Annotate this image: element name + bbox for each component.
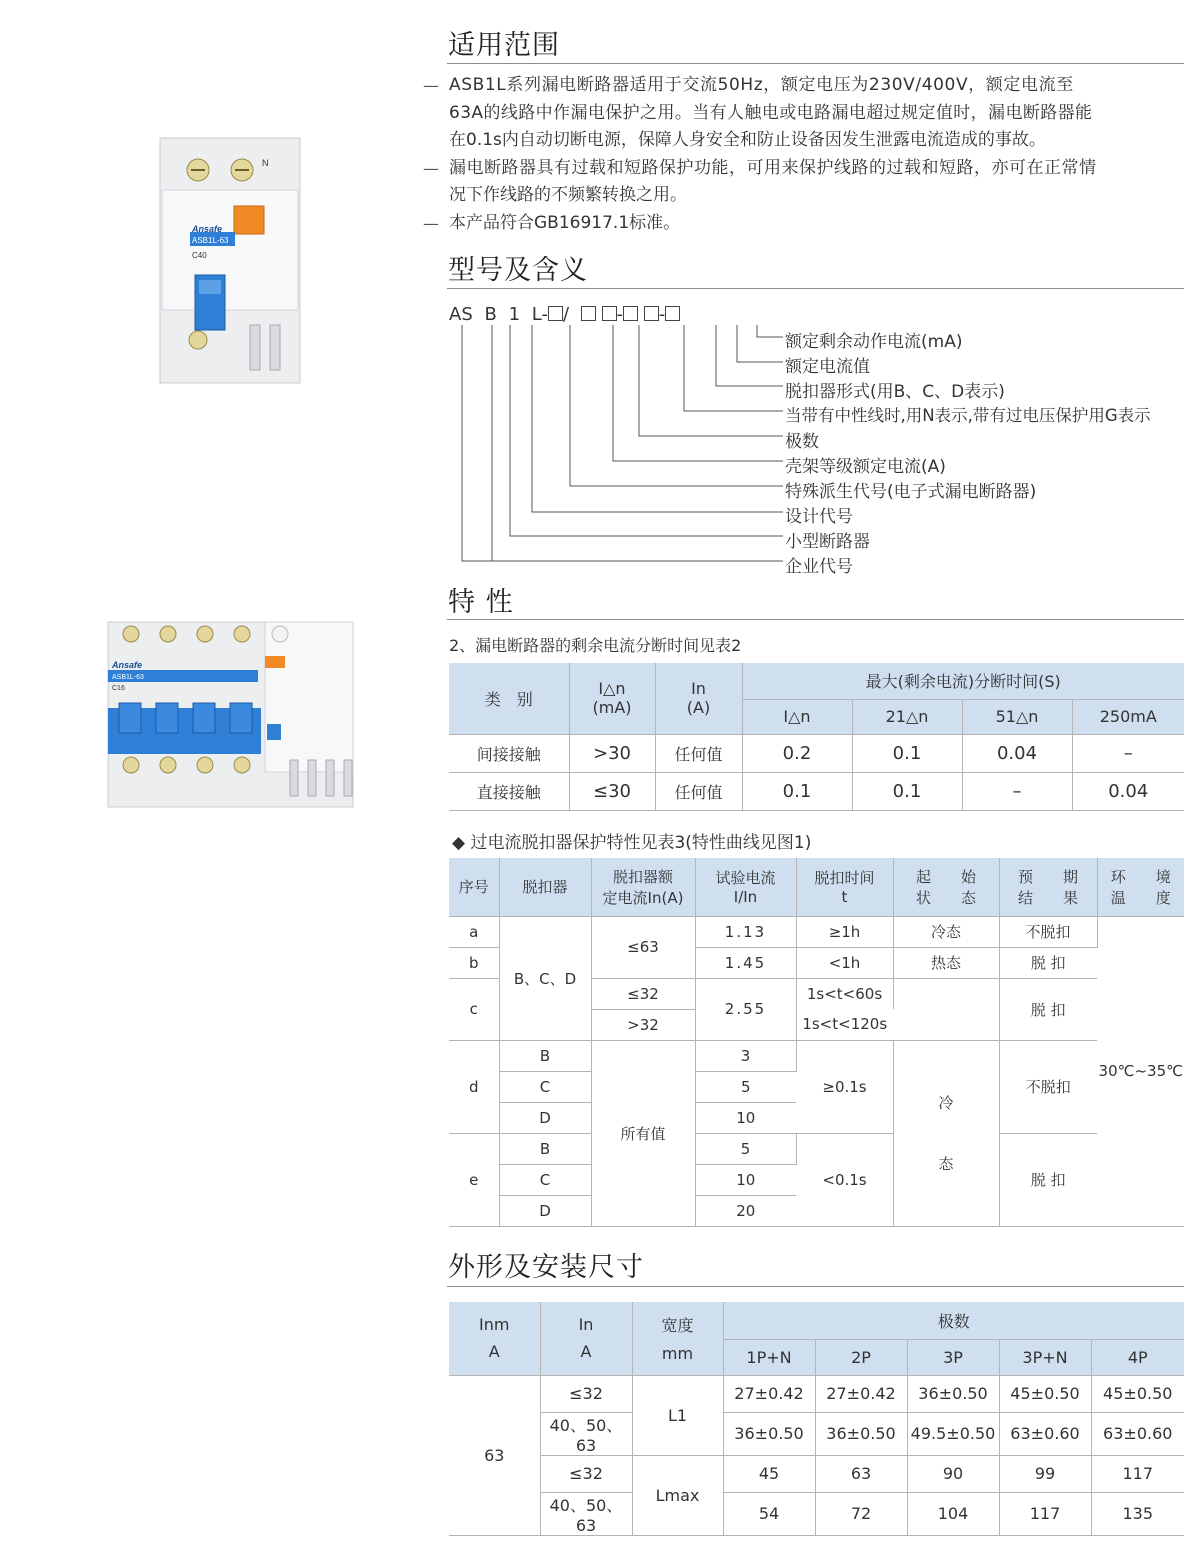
meaning-2: 额定电流值 xyxy=(785,357,870,377)
header-sub: 250mA xyxy=(1072,699,1184,734)
state-cold: 冷 态 xyxy=(893,1040,999,1226)
scope-para-1 xyxy=(423,72,1184,155)
table-row: 40、50、63 54 72 104 117 135 xyxy=(449,1492,1184,1535)
section-title-characteristics: 特 性 xyxy=(448,587,514,618)
table-row: 40、50、63 36±0.50 36±0.50 49.5±0.50 63±0.60 63±0.60 xyxy=(449,1412,1184,1455)
overcurrent-table xyxy=(449,858,1184,1227)
header-in: In A xyxy=(540,1302,632,1375)
header-sub: I△n xyxy=(742,699,852,734)
text-line: 在0.1s内自动切断电源，保障人身安全和防止设备因发生泄露电流造成的事故。 xyxy=(449,130,1046,150)
table-row: C 5 xyxy=(449,1071,1184,1102)
text-line: 63A的线路中作漏电保护之用。当有人触电或电路漏电超过规定值时，漏电断路器能 xyxy=(449,102,1093,123)
meaning-1: 额定剩余动作电流(mA) xyxy=(785,332,963,352)
placeholder-box xyxy=(623,306,638,321)
header-max-time: 最大(剩余电流)分断时间(S) xyxy=(742,663,1184,699)
meaning-5: 极数 xyxy=(785,432,819,452)
table-row: 63 ≤32 L1 27±0.42 27±0.42 36±0.50 45±0.50 45±0.50 xyxy=(449,1375,1184,1412)
model-part: - xyxy=(541,304,548,325)
terminal-n-label: N xyxy=(262,158,269,168)
text-line: 本产品符合GB16917.1标准。 xyxy=(449,212,681,233)
header-sub: 21△n xyxy=(852,699,962,734)
product-image-4p xyxy=(105,620,360,810)
table-row: b 1.45 <1h 热态 脱 扣 xyxy=(449,947,1184,978)
header-sub: 51△n xyxy=(962,699,1072,734)
placeholder-box xyxy=(644,306,659,321)
header-sub: 3P xyxy=(907,1339,999,1375)
model-part: - xyxy=(658,304,666,325)
table-row: d B 所有值 3 ≥0.1s 冷 态 不脱扣 xyxy=(449,1040,1184,1071)
header-test: 试验电流 I/In xyxy=(695,858,796,916)
model-label: ASB1L-63 xyxy=(192,236,229,245)
placeholder-box xyxy=(581,306,596,321)
header-sub: 1P+N xyxy=(723,1339,815,1375)
divider xyxy=(447,619,1184,620)
product-image-2p xyxy=(150,130,310,390)
header-rated: 脱扣器额 定电流In(A) xyxy=(591,858,695,916)
section-title-dimensions: 外形及安装尺寸 xyxy=(448,1252,644,1283)
bullet-dash: — xyxy=(423,158,439,178)
model-part: 1 xyxy=(508,304,521,325)
meaning-4: 当带有中性线时,用N表示,带有过电压保护用G表示 xyxy=(785,406,1151,425)
model-leader-lines xyxy=(440,325,790,570)
table-row: 直接接触 ≤30 任何值 0.1 0.1 – 0.04 xyxy=(449,772,1184,810)
bullet-dash: — xyxy=(423,213,439,233)
bullet-dash: — xyxy=(423,76,439,95)
header-in: In (A) xyxy=(655,663,742,734)
scope-para-3 xyxy=(423,210,1184,238)
header-sub: 3P+N xyxy=(999,1339,1091,1375)
table-row: 间接接触 >30 任何值 0.2 0.1 0.04 – xyxy=(449,734,1184,772)
header-idn: I△n (mA) xyxy=(569,663,655,734)
placeholder-box xyxy=(665,306,680,321)
placeholder-box xyxy=(602,306,617,321)
header-width: 宽度 mm xyxy=(632,1302,723,1375)
header-category: 类 别 xyxy=(449,663,569,734)
table3-caption: ◆ 过电流脱扣器保护特性见表3(特性曲线见图1) xyxy=(452,833,812,853)
table-row: >32 1s<t<120s xyxy=(449,1009,1184,1040)
section-title-model: 型号及含义 xyxy=(448,255,588,286)
brand-logo: Ansafe xyxy=(192,224,223,234)
meaning-3: 脱扣器形式(用B、C、D表示) xyxy=(785,382,1005,402)
meaning-9: 小型断路器 xyxy=(785,532,870,552)
model-label-2: ASB1L-63 xyxy=(112,674,144,681)
text-line: 漏电断路器具有过载和短路保护功能，可用来保护线路的过载和短路，亦可在正常情 xyxy=(449,157,1097,178)
header-sub: 2P xyxy=(815,1339,907,1375)
meaning-6: 壳架等级额定电流(A) xyxy=(785,457,946,477)
table-row: ≤32 Lmax 45 63 90 99 117 xyxy=(449,1455,1184,1492)
placeholder-box xyxy=(548,306,563,321)
header-poles: 极数 xyxy=(723,1302,1184,1339)
scope-para-2 xyxy=(423,155,1184,210)
table-row: a B、C、D ≤63 1.13 ≥1h 冷态 不脱扣 30℃~35℃ xyxy=(449,916,1184,947)
header-time: 脱扣时间 t xyxy=(796,858,893,916)
divider xyxy=(447,1286,1184,1287)
model-part: L xyxy=(531,304,542,325)
meaning-7: 特殊派生代号(电子式漏电断路器) xyxy=(785,482,1037,502)
model-part: AS xyxy=(449,304,473,325)
table-row: C 10 xyxy=(449,1164,1184,1195)
header-result: 预 期 结 果 xyxy=(999,858,1097,916)
section-title-scope: 适用范围 xyxy=(448,30,560,61)
header-release: 脱扣器 xyxy=(499,858,591,916)
header-state: 起 始 状 态 xyxy=(893,858,999,916)
table-row: e B 5 <0.1s 脱 扣 xyxy=(449,1133,1184,1164)
model-part: B xyxy=(484,304,497,325)
scope-paragraphs xyxy=(423,72,1184,237)
brand-logo-2: Ansafe xyxy=(112,660,143,670)
model-part: / xyxy=(562,304,570,325)
rating-label: C40 xyxy=(192,251,207,260)
residual-current-table xyxy=(449,663,1184,811)
meaning-8: 设计代号 xyxy=(785,507,853,527)
model-part: - xyxy=(616,304,624,325)
divider xyxy=(447,63,1184,64)
meaning-10: 企业代号 xyxy=(785,557,853,577)
header-seq: 序号 xyxy=(449,858,499,916)
table-row: c ≤32 2.55 1s<t<60s 脱 扣 xyxy=(449,978,1184,1009)
divider xyxy=(447,288,1184,289)
text-line: 况下作线路的不频繁转换之用。 xyxy=(449,185,687,205)
text-line: ASB1L系列漏电断路器适用于交流50Hz，额定电压为230V/400V，额定电流至 xyxy=(449,75,1074,95)
dimensions-table xyxy=(449,1302,1184,1536)
header-inm: Inm A xyxy=(449,1302,540,1375)
rating-label-2: C16 xyxy=(112,685,125,692)
header-sub: 4P xyxy=(1091,1339,1184,1375)
table-row: D 10 xyxy=(449,1102,1184,1133)
header-temp: 环 境 温 度 xyxy=(1097,858,1184,916)
model-code xyxy=(449,304,680,325)
table-row: D 20 xyxy=(449,1195,1184,1226)
table2-caption: 2、漏电断路器的剩余电流分断时间见表2 xyxy=(449,636,742,655)
